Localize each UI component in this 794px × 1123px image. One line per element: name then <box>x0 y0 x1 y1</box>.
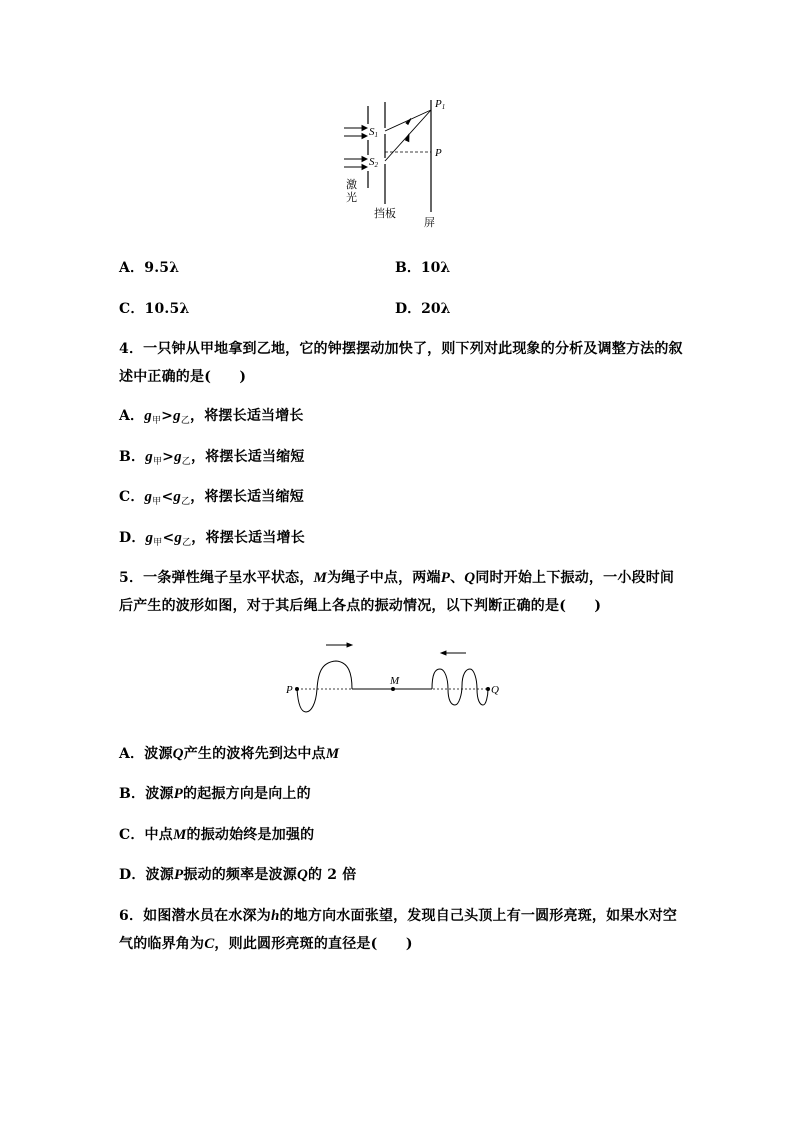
label-m: M <box>390 675 400 687</box>
label-p1: P1 <box>435 98 446 111</box>
q4-option-b[interactable]: B．$g_甲>g_乙$，将摆长适当缩短 <box>119 449 305 467</box>
label-p: P <box>286 684 293 696</box>
label-q: Q <box>491 684 499 696</box>
q4-option-c[interactable]: C．$g_甲<g_乙$，将摆长适当缩短 <box>119 489 304 507</box>
label-s2: S2 <box>369 156 378 169</box>
wave-from-q <box>432 669 488 705</box>
arrow-left-icon <box>441 651 466 655</box>
arrow-right-icon <box>326 643 352 647</box>
double-slit-figure <box>340 92 460 232</box>
q3-option-b[interactable]: B．10λ <box>395 260 451 276</box>
label-laser-2: 光 <box>346 192 357 204</box>
wave-from-p <box>297 661 352 712</box>
label-p: P <box>435 147 442 159</box>
q3-option-d[interactable]: D．20λ <box>395 301 451 317</box>
q6-stem-line2: 气的临界角为C，则此圆形亮斑的直径是( ) <box>119 936 413 952</box>
q4-stem-line1: 4．一只钟从甲地拿到乙地，它的钟摆摆动加快了，则下列对此现象的分析及调整方法的叙 <box>119 341 683 357</box>
rope-wave-figure <box>280 634 510 719</box>
label-laser-1: 激 <box>346 179 357 191</box>
q3-option-a[interactable]: A．9.5λ <box>119 260 180 276</box>
point-m <box>391 687 395 691</box>
laser-arrows <box>344 126 367 170</box>
point-p <box>295 687 299 691</box>
q5-stem-line1: 5．一条弹性绳子呈水平状态，M为绳子中点，两端P、Q同时开始上下振动，一小段时间 <box>119 570 675 586</box>
q5-option-b[interactable]: B．波源P的起振方向是向上的 <box>119 786 311 802</box>
q5-stem-line2: 后产生的波形如图，对于其后绳上各点的振动情况，以下判断正确的是( ) <box>119 598 602 614</box>
rays <box>385 110 431 161</box>
q3-option-c[interactable]: C．10.5λ <box>119 301 190 317</box>
q4-option-a[interactable]: A．$g_甲>g_乙$，将摆长适当增长 <box>119 408 304 426</box>
q4-stem-line2: 述中正确的是( ) <box>119 369 247 385</box>
label-screen: 屏 <box>424 217 435 229</box>
label-baffle: 挡板 <box>374 208 396 220</box>
q5-option-a[interactable]: A．波源Q产生的波将先到达中点M <box>119 746 340 762</box>
label-s1: S1 <box>369 126 378 139</box>
q6-stem-line1: 6．如图潜水员在水深为h的地方向水面张望，发现自己头顶上有一圆形亮斑，如果水对空 <box>119 908 678 924</box>
point-q <box>486 687 490 691</box>
q5-option-d[interactable]: D．波源P振动的频率是波源Q的 2 倍 <box>119 867 357 883</box>
q5-option-c[interactable]: C．中点M的振动始终是加强的 <box>119 827 315 843</box>
q4-option-d[interactable]: D．$g_甲<g_乙$，将摆长适当增长 <box>119 530 305 548</box>
